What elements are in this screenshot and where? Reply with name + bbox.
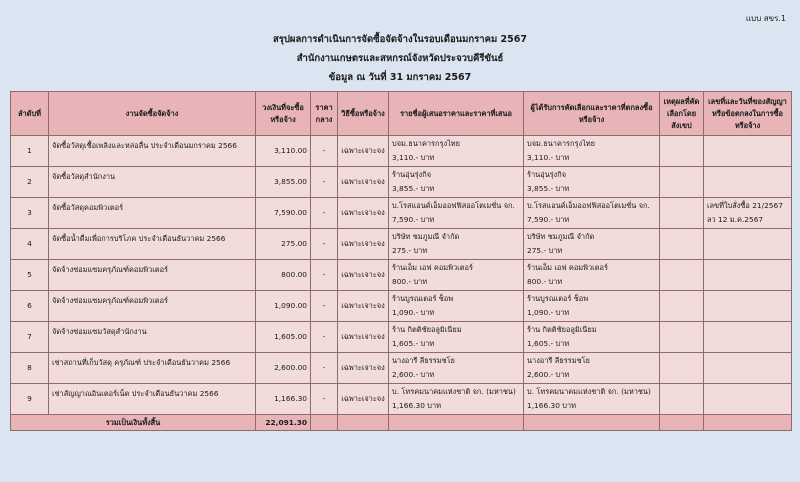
row-bidder — [389, 136, 524, 167]
total-empty-cell — [311, 415, 338, 431]
row-selected — [524, 260, 660, 291]
row-method: เฉพาะเจาะจง — [338, 136, 389, 167]
row-method: เฉพาะเจาะจง — [338, 167, 389, 198]
row-method: เฉพาะเจาะจง — [338, 229, 389, 260]
header-budget: วงเงินที่จะซื้อหรือจ้าง — [256, 92, 311, 136]
row-selected-line-2: 1,090.- บาท — [527, 308, 570, 317]
row-budget: 800.00 — [256, 260, 311, 291]
row-selected-line-1: บ.โรสแอนด์เอ็มออฟฟิสออโตเมชั่น จก. — [527, 201, 650, 210]
form-code: แบบ สขร.1 — [745, 14, 786, 23]
row-selected — [524, 198, 660, 229]
row-budget: 275.00 — [256, 229, 311, 260]
header-bidders: รายชื่อผู้เสนอราคาและราคาที่เสนอ — [389, 92, 524, 136]
table-row — [11, 322, 792, 353]
row-selected-line-1: ร้าน กิตติชัยอลูมิเนียม — [527, 325, 597, 334]
row-bidder — [389, 260, 524, 291]
row-selected-line-2: 275.- บาท — [527, 246, 563, 255]
row-work: จัดจ้างซ่อมแซมครุภัณฑ์คอมพิวเตอร์ — [49, 260, 256, 291]
row-number: 9 — [11, 384, 49, 415]
row-selected-line-1: ร้านเอ็ม เอฟ คอมพิวเตอร์ — [527, 263, 608, 272]
row-selected — [524, 167, 660, 198]
total-empty-cell — [389, 415, 524, 431]
row-number: 3 — [11, 198, 49, 229]
header-contract: เลขที่และวันที่ของสัญญาหรือข้อตกลงในการซื้อหรือจ้าง — [704, 92, 792, 136]
row-reason — [660, 229, 704, 260]
row-reason — [660, 384, 704, 415]
table-body — [11, 136, 792, 415]
row-number: 7 — [11, 322, 49, 353]
row-number: 5 — [11, 260, 49, 291]
row-bidder — [389, 167, 524, 198]
row-reason — [660, 291, 704, 322]
row-budget: 3,855.00 — [256, 167, 311, 198]
row-contract — [704, 229, 792, 260]
row-selected-line-1: บริษัท ชมภูมณี จำกัด — [527, 232, 595, 241]
row-bidder-line-2: 7,590.- บาท — [392, 215, 435, 224]
report-titles — [0, 30, 800, 87]
row-bidder-line-1: บริษัท ชมภูมณี จำกัด — [392, 232, 460, 241]
header-no: ลำดับที่ — [11, 92, 49, 136]
row-bidder — [389, 322, 524, 353]
row-selected-line-1: บ. โทรคมนาคมแห่งชาติ จก. (มหาชน) — [527, 387, 651, 396]
total-empty-cell — [660, 415, 704, 431]
row-method: เฉพาะเจาะจง — [338, 198, 389, 229]
row-method: เฉพาะเจาะจง — [338, 322, 389, 353]
row-work: จัดจ้างซ่อมแซมครุภัณฑ์คอมพิวเตอร์ — [49, 291, 256, 322]
row-work: จัดซื้อวัสดุคอมพิวเตอร์ — [49, 198, 256, 229]
report-date: ข้อมูล ณ วันที่ 31 มกราคม 2567 — [328, 72, 472, 83]
row-selected-line-2: 1,166.30 บาท — [527, 401, 576, 410]
table-row — [11, 167, 792, 198]
row-bidder-line-2: 3,110.- บาท — [392, 153, 435, 162]
row-number: 2 — [11, 167, 49, 198]
row-budget: 1,166.30 — [256, 384, 311, 415]
row-reason — [660, 136, 704, 167]
row-contract — [704, 167, 792, 198]
row-number: 4 — [11, 229, 49, 260]
table-row — [11, 353, 792, 384]
row-work: จัดซื้อวัสดุเชื้อเพลิงและหล่อลื่น ประจำเดือนมกราคม 2566 — [49, 136, 256, 167]
row-bidder-line-1: ร้านบูรณเตอร์ ช็อพ — [392, 294, 454, 303]
total-empty-cell — [338, 415, 389, 431]
row-budget: 2,600.00 — [256, 353, 311, 384]
row-median-price: - — [311, 167, 338, 198]
row-method: เฉพาะเจาะจง — [338, 260, 389, 291]
header-median-price: ราคากลาง — [311, 92, 338, 136]
total-row — [11, 415, 792, 431]
row-median-price: - — [311, 384, 338, 415]
row-bidder — [389, 353, 524, 384]
header-work: งานจัดซื้อจัดจ้าง — [49, 92, 256, 136]
row-bidder-line-2: 275.- บาท — [392, 246, 428, 255]
procurement-table — [10, 91, 792, 431]
row-bidder-line-1: ร้าน กิตติชัยอลูมิเนียม — [392, 325, 462, 334]
row-selected-line-2: 3,110.- บาท — [527, 153, 570, 162]
total-label: รวมเป็นเงินทั้งสิ้น — [11, 415, 256, 431]
row-bidder-line-1: บจม.ธนาคารกรุงไทย — [392, 139, 460, 148]
row-work: จัดซื้อน้ำดื่มเพื่อการบริโภค ประจำเดือนธันวาคม 2566 — [49, 229, 256, 260]
row-contract — [704, 198, 792, 229]
row-median-price: - — [311, 229, 338, 260]
row-work: เช่าสถานที่เก็บวัสดุ ครุภัณฑ์ ประจำเดือนธันวาคม 2566 — [49, 353, 256, 384]
row-contract — [704, 384, 792, 415]
row-bidder — [389, 229, 524, 260]
row-bidder-line-2: 1,166.30 บาท — [392, 401, 441, 410]
header-method: วิธีซื้อหรือจ้าง — [338, 92, 389, 136]
row-contract — [704, 291, 792, 322]
row-reason — [660, 322, 704, 353]
row-median-price: - — [311, 353, 338, 384]
row-median-price: - — [311, 322, 338, 353]
row-selected-line-2: 2,600.- บาท — [527, 370, 570, 379]
row-bidder-line-1: บ.โรสแอนด์เอ็มออฟฟิสออโตเมชั่น จก. — [392, 201, 515, 210]
row-reason — [660, 198, 704, 229]
row-bidder-line-2: 1,090.- บาท — [392, 308, 435, 317]
row-contract — [704, 136, 792, 167]
row-selected-line-1: บจม.ธนาคารกรุงไทย — [527, 139, 595, 148]
table-row — [11, 229, 792, 260]
row-bidder — [389, 198, 524, 229]
row-reason — [660, 260, 704, 291]
table-row — [11, 198, 792, 229]
row-budget: 1,605.00 — [256, 322, 311, 353]
row-selected-line-2: 1,605.- บาท — [527, 339, 570, 348]
total-value: 22,091.30 — [256, 415, 311, 431]
row-median-price: - — [311, 291, 338, 322]
row-work: จัดซื้อวัสดุสำนักงาน — [49, 167, 256, 198]
row-budget: 7,590.00 — [256, 198, 311, 229]
row-method: เฉพาะเจาะจง — [338, 353, 389, 384]
total-empty-cell — [524, 415, 660, 431]
row-selected — [524, 229, 660, 260]
total-empty-cell — [704, 415, 792, 431]
table-row — [11, 384, 792, 415]
row-selected-line-1: ร้านอุ่นรุ่งกิจ — [527, 170, 567, 179]
row-reason — [660, 353, 704, 384]
row-contract-line-1: เลขที่ใบสั่งซื้อ 21/2567 — [707, 201, 783, 210]
row-selected-line-1: นางอารี ลีธรรมชโย — [527, 356, 590, 365]
header-selected: ผู้ได้รับการคัดเลือกและราคาที่ตกลงซื้อหรือจ้าง — [524, 92, 660, 136]
table-row — [11, 291, 792, 322]
row-contract — [704, 260, 792, 291]
report-agency: สำนักงานเกษตรและสหกรณ์จังหวัดประจวบคีรีขันธ์ — [296, 53, 504, 64]
row-median-price: - — [311, 260, 338, 291]
row-bidder-line-1: นางอารี ลีธรรมชโย — [392, 356, 455, 365]
row-bidder-line-2: 1,605.- บาท — [392, 339, 435, 348]
row-work: เช่าสัญญาณอินเตอร์เน็ต ประจำเดือนธันวาคม 2566 — [49, 384, 256, 415]
row-bidder-line-1: ร้านเอ็ม เอฟ คอมพิวเตอร์ — [392, 263, 473, 272]
table-row — [11, 136, 792, 167]
row-reason — [660, 167, 704, 198]
row-selected-line-2: 3,855.- บาท — [527, 184, 570, 193]
row-median-price: - — [311, 198, 338, 229]
row-bidder-line-2: 2,600.- บาท — [392, 370, 435, 379]
row-number: 6 — [11, 291, 49, 322]
header-reason: เหตุผลที่คัดเลือกโดยสังเขป — [660, 92, 704, 136]
table-row — [11, 260, 792, 291]
report-title: สรุปผลการดำเนินการจัดซื้อจัดจ้างในรอบเดือนมกราคม 2567 — [272, 34, 527, 45]
row-median-price: - — [311, 136, 338, 167]
row-bidder — [389, 384, 524, 415]
row-number: 1 — [11, 136, 49, 167]
row-selected — [524, 353, 660, 384]
row-selected — [524, 291, 660, 322]
row-bidder-line-1: ร้านอุ่นรุ่งกิจ — [392, 170, 432, 179]
row-contract — [704, 322, 792, 353]
row-bidder — [389, 291, 524, 322]
row-selected-line-2: 7,590.- บาท — [527, 215, 570, 224]
table-header-row — [11, 92, 792, 136]
row-selected-line-2: 800.- บาท — [527, 277, 563, 286]
row-method: เฉพาะเจาะจง — [338, 384, 389, 415]
row-selected-line-1: ร้านบูรณเตอร์ ช็อพ — [527, 294, 589, 303]
row-selected — [524, 322, 660, 353]
row-selected — [524, 384, 660, 415]
row-bidder-line-2: 800.- บาท — [392, 277, 428, 286]
row-method: เฉพาะเจาะจง — [338, 291, 389, 322]
row-bidder-line-2: 3,855.- บาท — [392, 184, 435, 193]
row-contract-line-2: ลว 12 ม.ค.2567 — [707, 215, 764, 224]
row-number: 8 — [11, 353, 49, 384]
row-bidder-line-1: บ. โทรคมนาคมแห่งชาติ จก. (มหาชน) — [392, 387, 516, 396]
row-work: จัดจ้างซ่อมแซมวัสดุสำนักงาน — [49, 322, 256, 353]
row-budget: 1,090.00 — [256, 291, 311, 322]
row-contract — [704, 353, 792, 384]
row-selected — [524, 136, 660, 167]
row-budget: 3,110.00 — [256, 136, 311, 167]
